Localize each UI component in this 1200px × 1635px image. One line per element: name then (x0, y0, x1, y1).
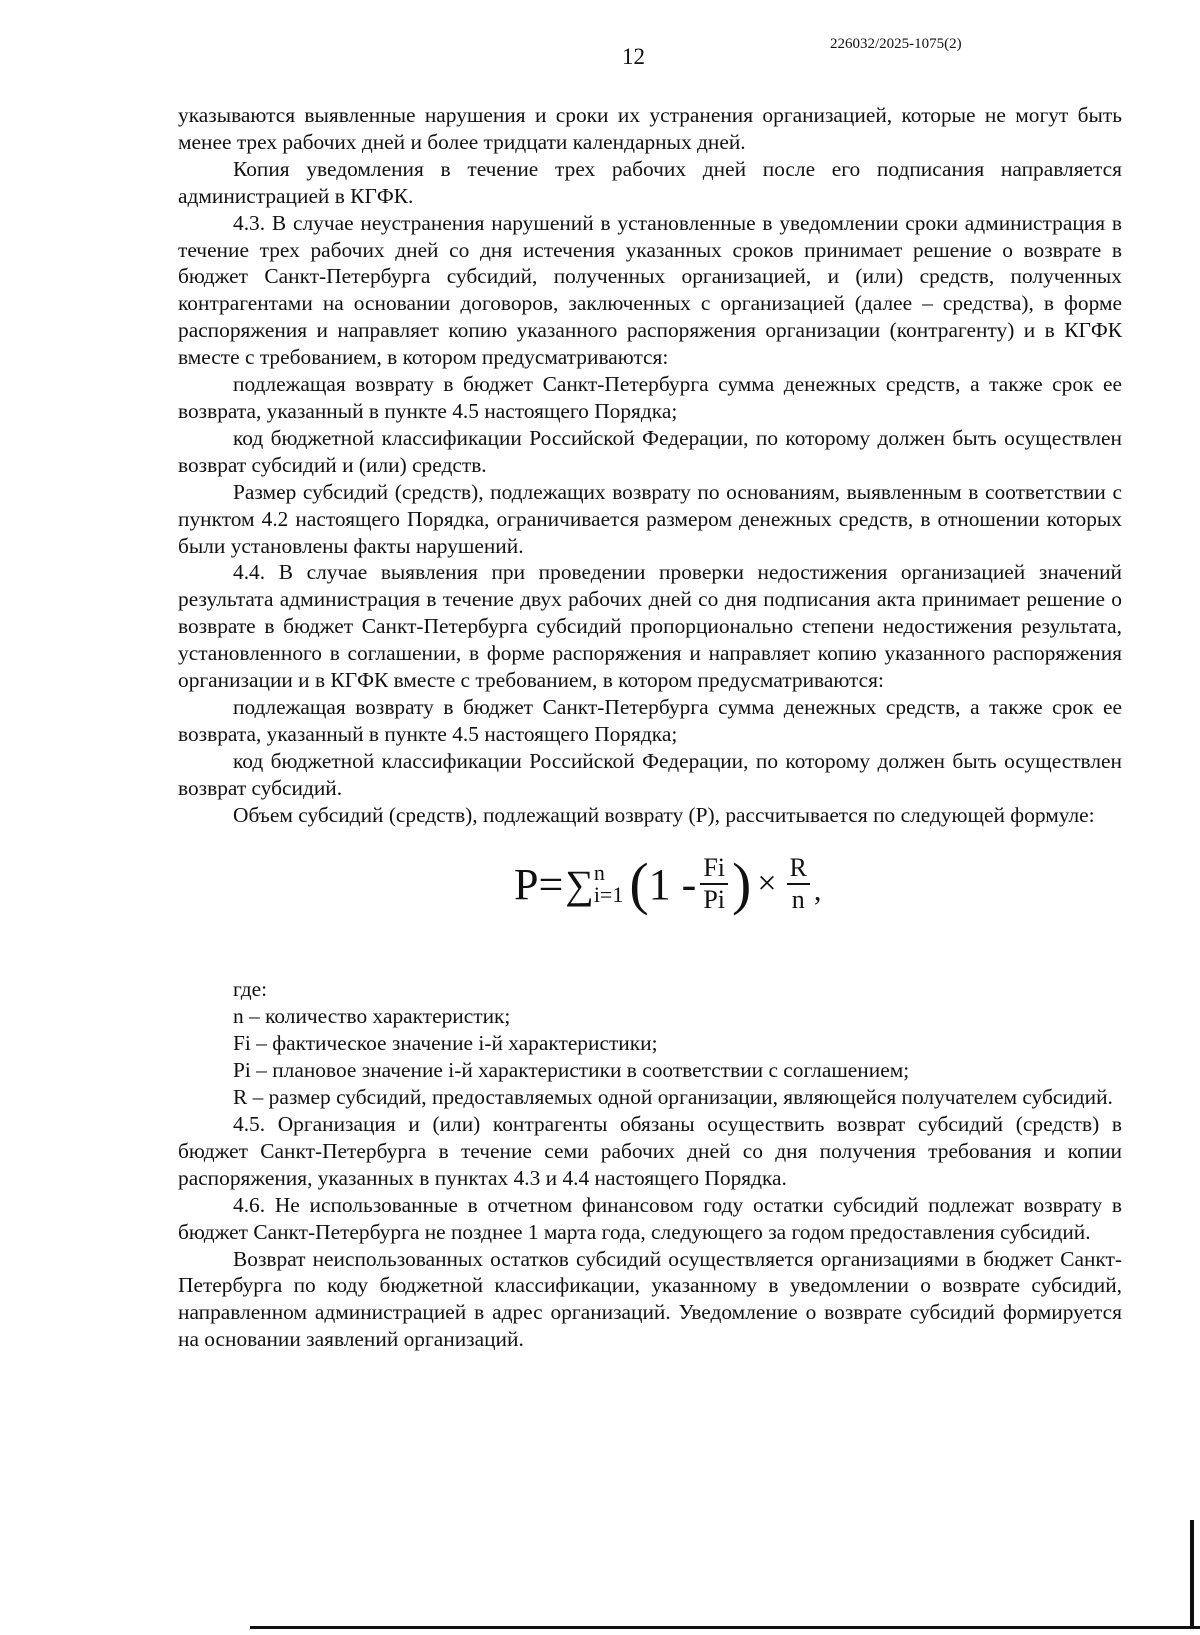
formula-sum-limits (594, 862, 624, 906)
formula-sum-upper: n (593, 860, 605, 886)
clause-4-3: 4.3. В случае неустранения нарушений в установленные в уведомлении сроки администрация в течение трех рабочих дней со дня истечения указанных сроков принимает решение о возврате в бюджет Санкт-Петербурга субсидий, полученных организацией, и (или) средств, полученных контрагентами на основании договоров, заключенных с организацией (далее – средства), в форме распоряжения и направляет копию указанного распоряжения организации (контрагенту) и в КГФК вместе с требованием, в котором предусматриваются: (178, 210, 1122, 370)
formula-fraction-denominator: Pi (703, 885, 726, 915)
scan-bottom-border (250, 1626, 1200, 1629)
page-number: 12 (622, 44, 645, 69)
formula-tail: , (813, 874, 822, 908)
definition-pi: Pi – плановое значение i-й характеристики в соответствии с соглашением; (233, 1058, 910, 1083)
formula-expression (514, 851, 822, 917)
formula (178, 834, 1122, 962)
clause-4-6: 4.6. Не использованные в отчетном финансовом году остатки субсидий подлежат возврату в бюджет Санкт-Петербурга не позднее 1 марта года, следующего за годом предоставления субсидий. (178, 1192, 1122, 1244)
scan-right-edge (1190, 1520, 1194, 1628)
clause-4-4: 4.4. В случае выявления при проведении проверки недостижения организацией значений результата администрация в течение двух рабочих дней со дня подписания акта принимает решение о возврате в бюджет Санкт-Петербурга субсидий пропорционально степени недостижения результата, установленного в соглашении, в форме распоряжения и направляет копию указанного распоряжения организации и в КГФК вместе с требованием, в котором предусматриваются: (178, 560, 1122, 693)
clause-4-5: 4.5. Организация и (или) контрагенты обязаны осуществить возврат субсидий (средств) в бюджет Санкт-Петербурга в течение семи рабочих дней со дня получения требования и копии распоряжения, указанных в пунктах 4.3 и 4.4 настоящего Порядка. (178, 1112, 1122, 1190)
document-body (178, 102, 1122, 1353)
paragraph: указываются выявленные нарушения и сроки их устранения организацией, которые не могут быть менее трех рабочих дней и более тридцати календарных дней. (178, 103, 1122, 154)
paragraph: подлежащая возврату в бюджет Санкт-Петербурга сумма денежных средств, а также срок ее возврата, указанный в пункте 4.5 настоящего Порядка; (178, 372, 1122, 423)
formula-fraction-numerator: Fi (700, 854, 728, 885)
formula-sum-lower: i=1 (593, 882, 624, 908)
formula-times: × (757, 865, 777, 903)
paragraph: код бюджетной классификации Российской Федерации, по которому должен быть осуществлен возврат субсидий. (178, 748, 1122, 800)
definition-n: n – количество характеристик; (233, 1004, 511, 1029)
formula-fraction-r-n (787, 854, 810, 914)
formula-fraction-fi-pi (700, 854, 728, 914)
definition-r: R – размер субсидий, предоставляемых одной организации, являющейся получателем субсидий. (233, 1085, 1113, 1110)
document-id: 226032/2025-1075(2) (830, 36, 962, 52)
formula-fraction-numerator: R (787, 854, 810, 885)
formula-sum-sign: ∑ (565, 861, 594, 907)
definition-fi: Fi – фактическое значение i-й характеристики; (233, 1031, 658, 1056)
formula-close-paren: ) (732, 851, 752, 917)
formula-open-paren: ( (629, 851, 649, 917)
formula-one-minus: 1 - (648, 859, 697, 909)
paragraph: где: (233, 977, 268, 1002)
paragraph: Возврат неиспользованных остатков субсидий осуществляется организациями в бюджет Санкт-Петербурга по коду бюджетной классификации, указанному в уведомлении о возврате субсидий, направленном администрацией в адрес организаций. Уведомление о возврате субсидий формируется на основании заявлений организаций. (178, 1246, 1122, 1352)
formula-fraction-denominator: n (791, 885, 805, 915)
paragraph: код бюджетной классификации Российской Федерации, по которому должен быть осуществлен возврат субсидий и (или) средств. (178, 425, 1122, 477)
paragraph: Объем субсидий (средств), подлежащий возврату (Р), рассчитывается по следующей формуле: (233, 802, 1095, 827)
paragraph: Копия уведомления в течение трех рабочих дней после его подписания направляется администрацией в КГФК. (178, 156, 1122, 208)
formula-lhs: P= (514, 859, 564, 909)
paragraph: Размер субсидий (средств), подлежащих возврату по основаниям, выявленным в соответствии с пунктом 4.2 настоящего Порядка, ограничивается размером денежных средств, в отношении которых были установлены факты нарушений. (178, 479, 1122, 558)
paragraph: подлежащая возврату в бюджет Санкт-Петербурга сумма денежных средств, а также срок ее возврата, указанный в пункте 4.5 настоящего Порядка; (178, 694, 1122, 746)
